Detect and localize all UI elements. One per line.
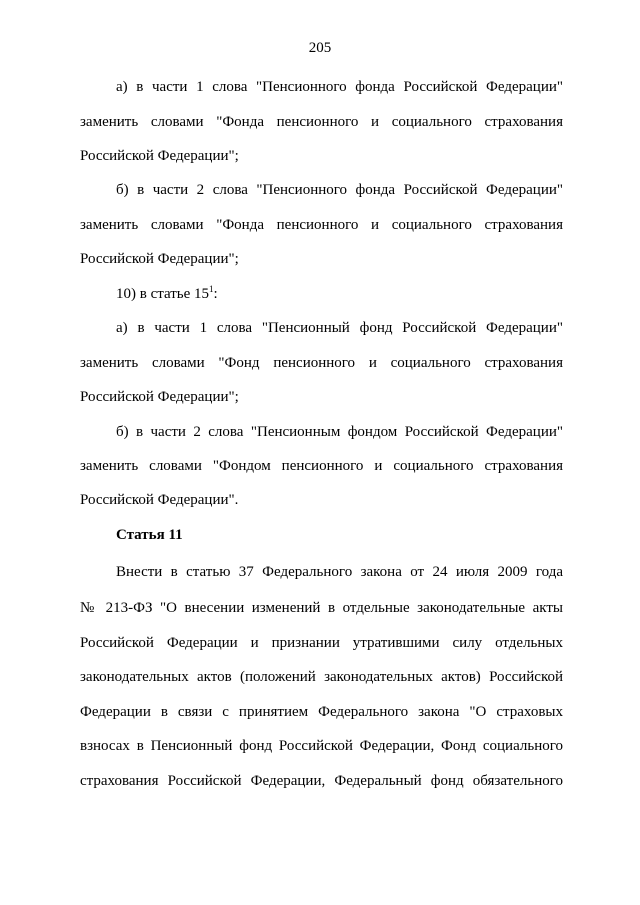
paragraph-4-line-2: заменить словами "Фонд пенсионного и социального страхования	[80, 355, 563, 371]
paragraph-6-line-1: Внести в статью 37 Федерального закона от 24 июля 2009 года	[116, 564, 563, 580]
paragraph-6-line-6: взносах в Пенсионный фонд Российской Федерации, Фонд социального	[80, 738, 563, 754]
paragraph-6-line-3: Российской Федерации и признании утратившими силу отдельных	[80, 635, 563, 651]
paragraph-6-line-7: страхования Российской Федерации, Федеральный фонд обязательного	[80, 773, 563, 789]
paragraph-2-line-2: заменить словами "Фонда пенсионного и социального страхования	[80, 217, 563, 233]
paragraph-3	[116, 285, 563, 303]
paragraph-4-line-1: а) в части 1 слова "Пенсионный фонд Российской Федерации"	[116, 320, 563, 336]
paragraph-4-line-3: Российской Федерации";	[80, 389, 239, 405]
paragraph-6-line-4: законодательных актов (положений законодательных актов) Российской	[80, 669, 563, 685]
paragraph-1-line-3: Российской Федерации";	[80, 148, 239, 164]
paragraph-1-line-1: а) в части 1 слова "Пенсионного фонда Российской Федерации"	[116, 79, 563, 95]
page-number: 205	[308, 40, 332, 56]
paragraph-6-line-5: Федерации в связи с принятием Федерального закона "О страховых	[80, 704, 563, 720]
paragraph-2-line-3: Российской Федерации";	[80, 251, 239, 267]
paragraph-1-line-2: заменить словами "Фонда пенсионного и социального страхования	[80, 114, 563, 130]
paragraph-3-text: 10) в статье 15	[116, 286, 210, 302]
paragraph-5-line-3: Российской Федерации".	[80, 492, 239, 508]
paragraph-2-line-1: б) в части 2 слова "Пенсионного фонда Российской Федерации"	[116, 182, 563, 198]
paragraph-3-colon: :	[213, 286, 218, 302]
paragraph-5-line-1: б) в части 2 слова "Пенсионным фондом Российской Федерации"	[116, 424, 563, 440]
paragraph-6-line-2: № 213-ФЗ "О внесении изменений в отдельные законодательные акты	[80, 600, 563, 616]
article-heading: Статья 11	[116, 527, 183, 543]
paragraph-5-line-2: заменить словами "Фондом пенсионного и социального страхования	[80, 458, 563, 474]
paragraph-3-superscript: 1	[209, 284, 214, 294]
